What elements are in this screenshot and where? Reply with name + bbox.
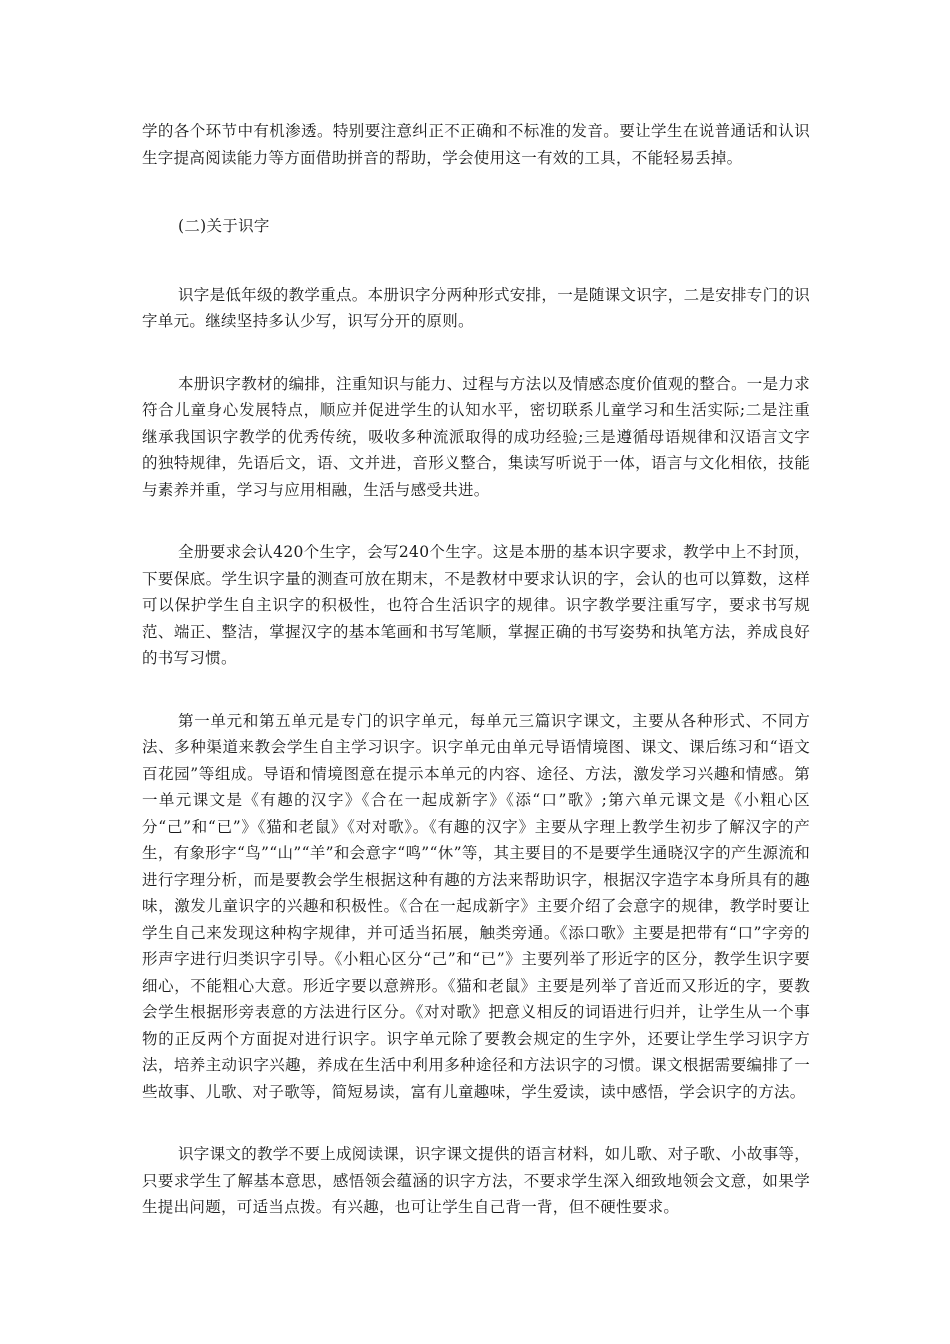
intro-paragraph: 学的各个环节中有机渗透。特别要注意纠正不正确和不标准的发音。要让学生在说普通话和认识生字提高阅读能力等方面借助拼音的帮助，学会使用这一有效的工具，不能轻易丢掉。 [142, 122, 810, 167]
body-paragraph-1: 识字是低年级的教学重点。本册识字分两种形式安排，一是随课文识字，二是安排专门的识字单元。继续坚持多认少写，识写分开的原则。 [142, 285, 811, 330]
body-paragraph-2: 本册识字教材的编排，注重知识与能力、过程与方法以及情感态度价值观的整合。一是力求符合儿童身心发展特点，顺应并促进学生的认知水平，密切联系儿童学习和生活实际;二是注重继承我国识字教学的优秀传统，吸收多种流派取得的成功经验;三是遵循母语规律和汉语言文字的独特规律，先语后文，语、文并进，音形义整合，集读写听说于一体，语言与文化相依，技能与素养并重，学习与应用相融，生活与感受共进。 [142, 374, 811, 499]
document-page [142, 118, 810, 1221]
body-paragraph-4: 第一单元和第五单元是专门的识字单元，每单元三篇识字课文，主要从各种形式、不同方法、多种渠道来教会学生自主学习识字。识字单元由单元导语情境图、课文、课后练习和“语文百花园”等组成。导语和情境图意在提示本单元的内容、途径、方法，激发学习兴趣和情感。第一单元课文是《有趣的汉字》《合在一起成新字》《添“口”歌》;第六单元课文是《小粗心区分“己”和“已”》《猫和老鼠》《对对歌》。《有趣的汉字》主要从字理上教学生初步了解汉字的产生，有象形字“鸟”“山”“羊”和会意字“鸣”“休”等，其主要目的不是要学生通晓汉字的产生源流和进行字理分析，而是要教会学生根据这种有趣的方法来帮助识字，根据汉字造字本身所具有的趣味，激发儿童识字的兴趣和积极性。《合在一起成新字》主要介绍了会意字的规律，教学时要让学生自己来发现这种构字规律，并可适当拓展，触类旁通。《添口歌》主要是把带有“口”字旁的形声字进行归类识字引导。《小粗心区分“己”和“已”》主要列举了形近字的区分，教学生识字要细心，不能粗心大意。形近字要以意辨形。《猫和老鼠》主要是列举了音近而又形近的字，要教会学生根据形旁表意的方法进行区分。《对对歌》把意义相反的词语进行归并，让学生从一个事物的正反两个方面捉对进行识字。识字单元除了要教会规定的生字外，还要让学生学习识字方法，培养主动识字兴趣，养成在生活中利用多种途径和方法识字的习惯。课文根据需要编排了一些故事、儿歌、对子歌等，简短易读，富有儿童趣味，学生爱读，读中感悟，学会识字的方法。 [142, 711, 810, 1101]
body-paragraph-5: 识字课文的教学不要上成阅读课，识字课文提供的语言材料，如儿歌、对子歌、小故事等，只要求学生了解基本意思，感悟领会蕴涵的识字方法，不要求学生深入细致地领会文意，如果学生提出问题，可适当点拨。有兴趣，也可让学生自己背一背，但不硬性要求。 [142, 1145, 811, 1216]
body-paragraph-3: 全册要求会认420个生字，会写240个生字。这是本册的基本识字要求，教学中上不封顶，下要保底。学生识字量的测查可放在期末，不是教材中要求认识的字，会认的也可以算数，这样可以保护学生自主识字的积极性，也符合生活识字的规律。识字教学要注重写字，要求书写规范、端正、整洁，掌握汉字的基本笔画和书写笔顺，掌握正确的书写姿势和执笔方法，养成良好的书写习惯。 [142, 543, 810, 667]
section-heading: (二)关于识字 [178, 217, 270, 235]
